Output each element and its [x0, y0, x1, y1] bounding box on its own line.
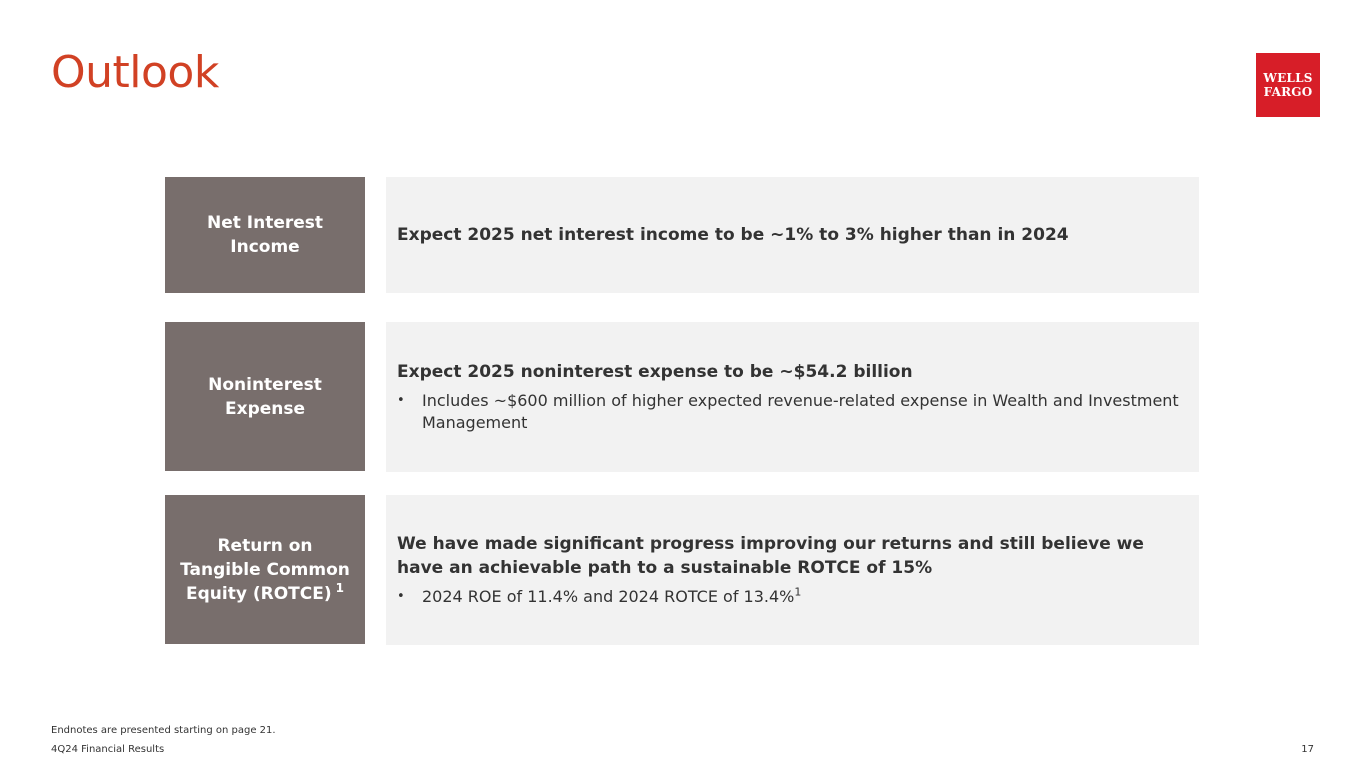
bullet-item — [397, 586, 1187, 608]
rotce-content — [386, 495, 1199, 645]
noninterest-expense-content — [386, 322, 1199, 472]
bullet-list — [397, 586, 1187, 608]
logo-line-2: FARGO — [1263, 85, 1313, 99]
footnote-marker: 1 — [794, 585, 802, 599]
row-headline: Expect 2025 net interest income to be ~1% to 3% higher than in 2024 — [397, 225, 1069, 245]
page-title: Outlook — [51, 47, 219, 98]
net-interest-income-label — [165, 177, 365, 293]
net-interest-income-content — [386, 177, 1199, 293]
rotce-label — [165, 495, 365, 644]
bullet-item — [397, 390, 1187, 434]
footnote-marker: 1 — [335, 580, 344, 595]
endnote-text: Endnotes are presented starting on page 21. — [51, 725, 276, 736]
noninterest-expense-label — [165, 322, 365, 471]
row-headline: Expect 2025 noninterest expense to be ~$54.2 billion — [397, 362, 913, 382]
wells-fargo-logo — [1256, 53, 1320, 117]
bullet-text: 2024 ROE of 11.4% and 2024 ROTCE of 13.4% — [422, 587, 795, 606]
row-label-main: Return on Tangible Common Equity (ROTCE) — [180, 535, 350, 604]
logo-line-1: WELLS — [1263, 71, 1313, 85]
row-label-text: Noninterest Expense — [208, 374, 322, 419]
row-headline: We have made significant progress improving our returns and still believe we have an achievable path to a sustainable ROTCE of 15% — [397, 534, 1144, 578]
page-number: 17 — [1301, 744, 1314, 755]
report-name: 4Q24 Financial Results — [51, 744, 165, 755]
row-label-text: Net Interest Income — [206, 213, 324, 257]
bullet-list — [397, 390, 1187, 434]
bullet-text: Includes ~$600 million of higher expected revenue-related expense in Wealth and Investment Management — [422, 391, 1179, 432]
row-label-text — [175, 534, 355, 606]
